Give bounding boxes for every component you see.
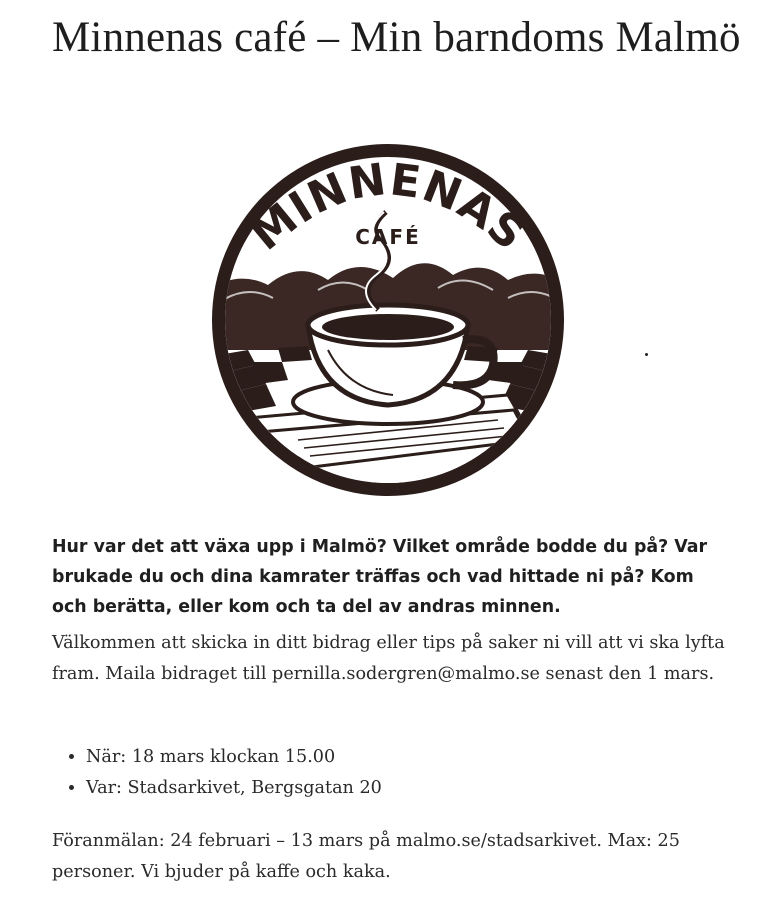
invite-paragraph: Välkommen att skicka in ditt bidrag eller tips på saker ni vill att vi ska lyfta fram. Maila bidraget till pernilla.sodergren@malmo.se senast den 1 mars. <box>52 633 725 684</box>
logo-title: MINNENAS <box>241 154 536 261</box>
event-details-list <box>52 742 382 804</box>
intro-paragraph: Hur var det att växa upp i Malmö? Vilket område bodde du på? Var brukade du och dina kamrater träffas och vad hittade ni på? Kom och berätta, eller kom och ta del av andras minnen. <box>52 537 708 617</box>
minnenas-cafe-logo <box>208 140 568 500</box>
detail-where: • Var: Stadsarkivet, Bergsgatan 20 <box>86 773 382 804</box>
article <box>52 0 742 882</box>
page-title: Minnenas café – Min barndoms Malmö <box>52 14 741 61</box>
coffee-cup-logo-icon <box>208 140 568 500</box>
registration-paragraph: Föranmälan: 24 februari – 13 mars på malmo.se/stadsarkivet. Max: 25 personer. Vi bjuder på kaffe och kaka. <box>52 831 680 882</box>
logo-subtitle: CAFÉ <box>355 225 421 249</box>
detail-when: • När: 18 mars klockan 15.00 <box>86 742 382 773</box>
decorative-dot <box>645 353 648 356</box>
